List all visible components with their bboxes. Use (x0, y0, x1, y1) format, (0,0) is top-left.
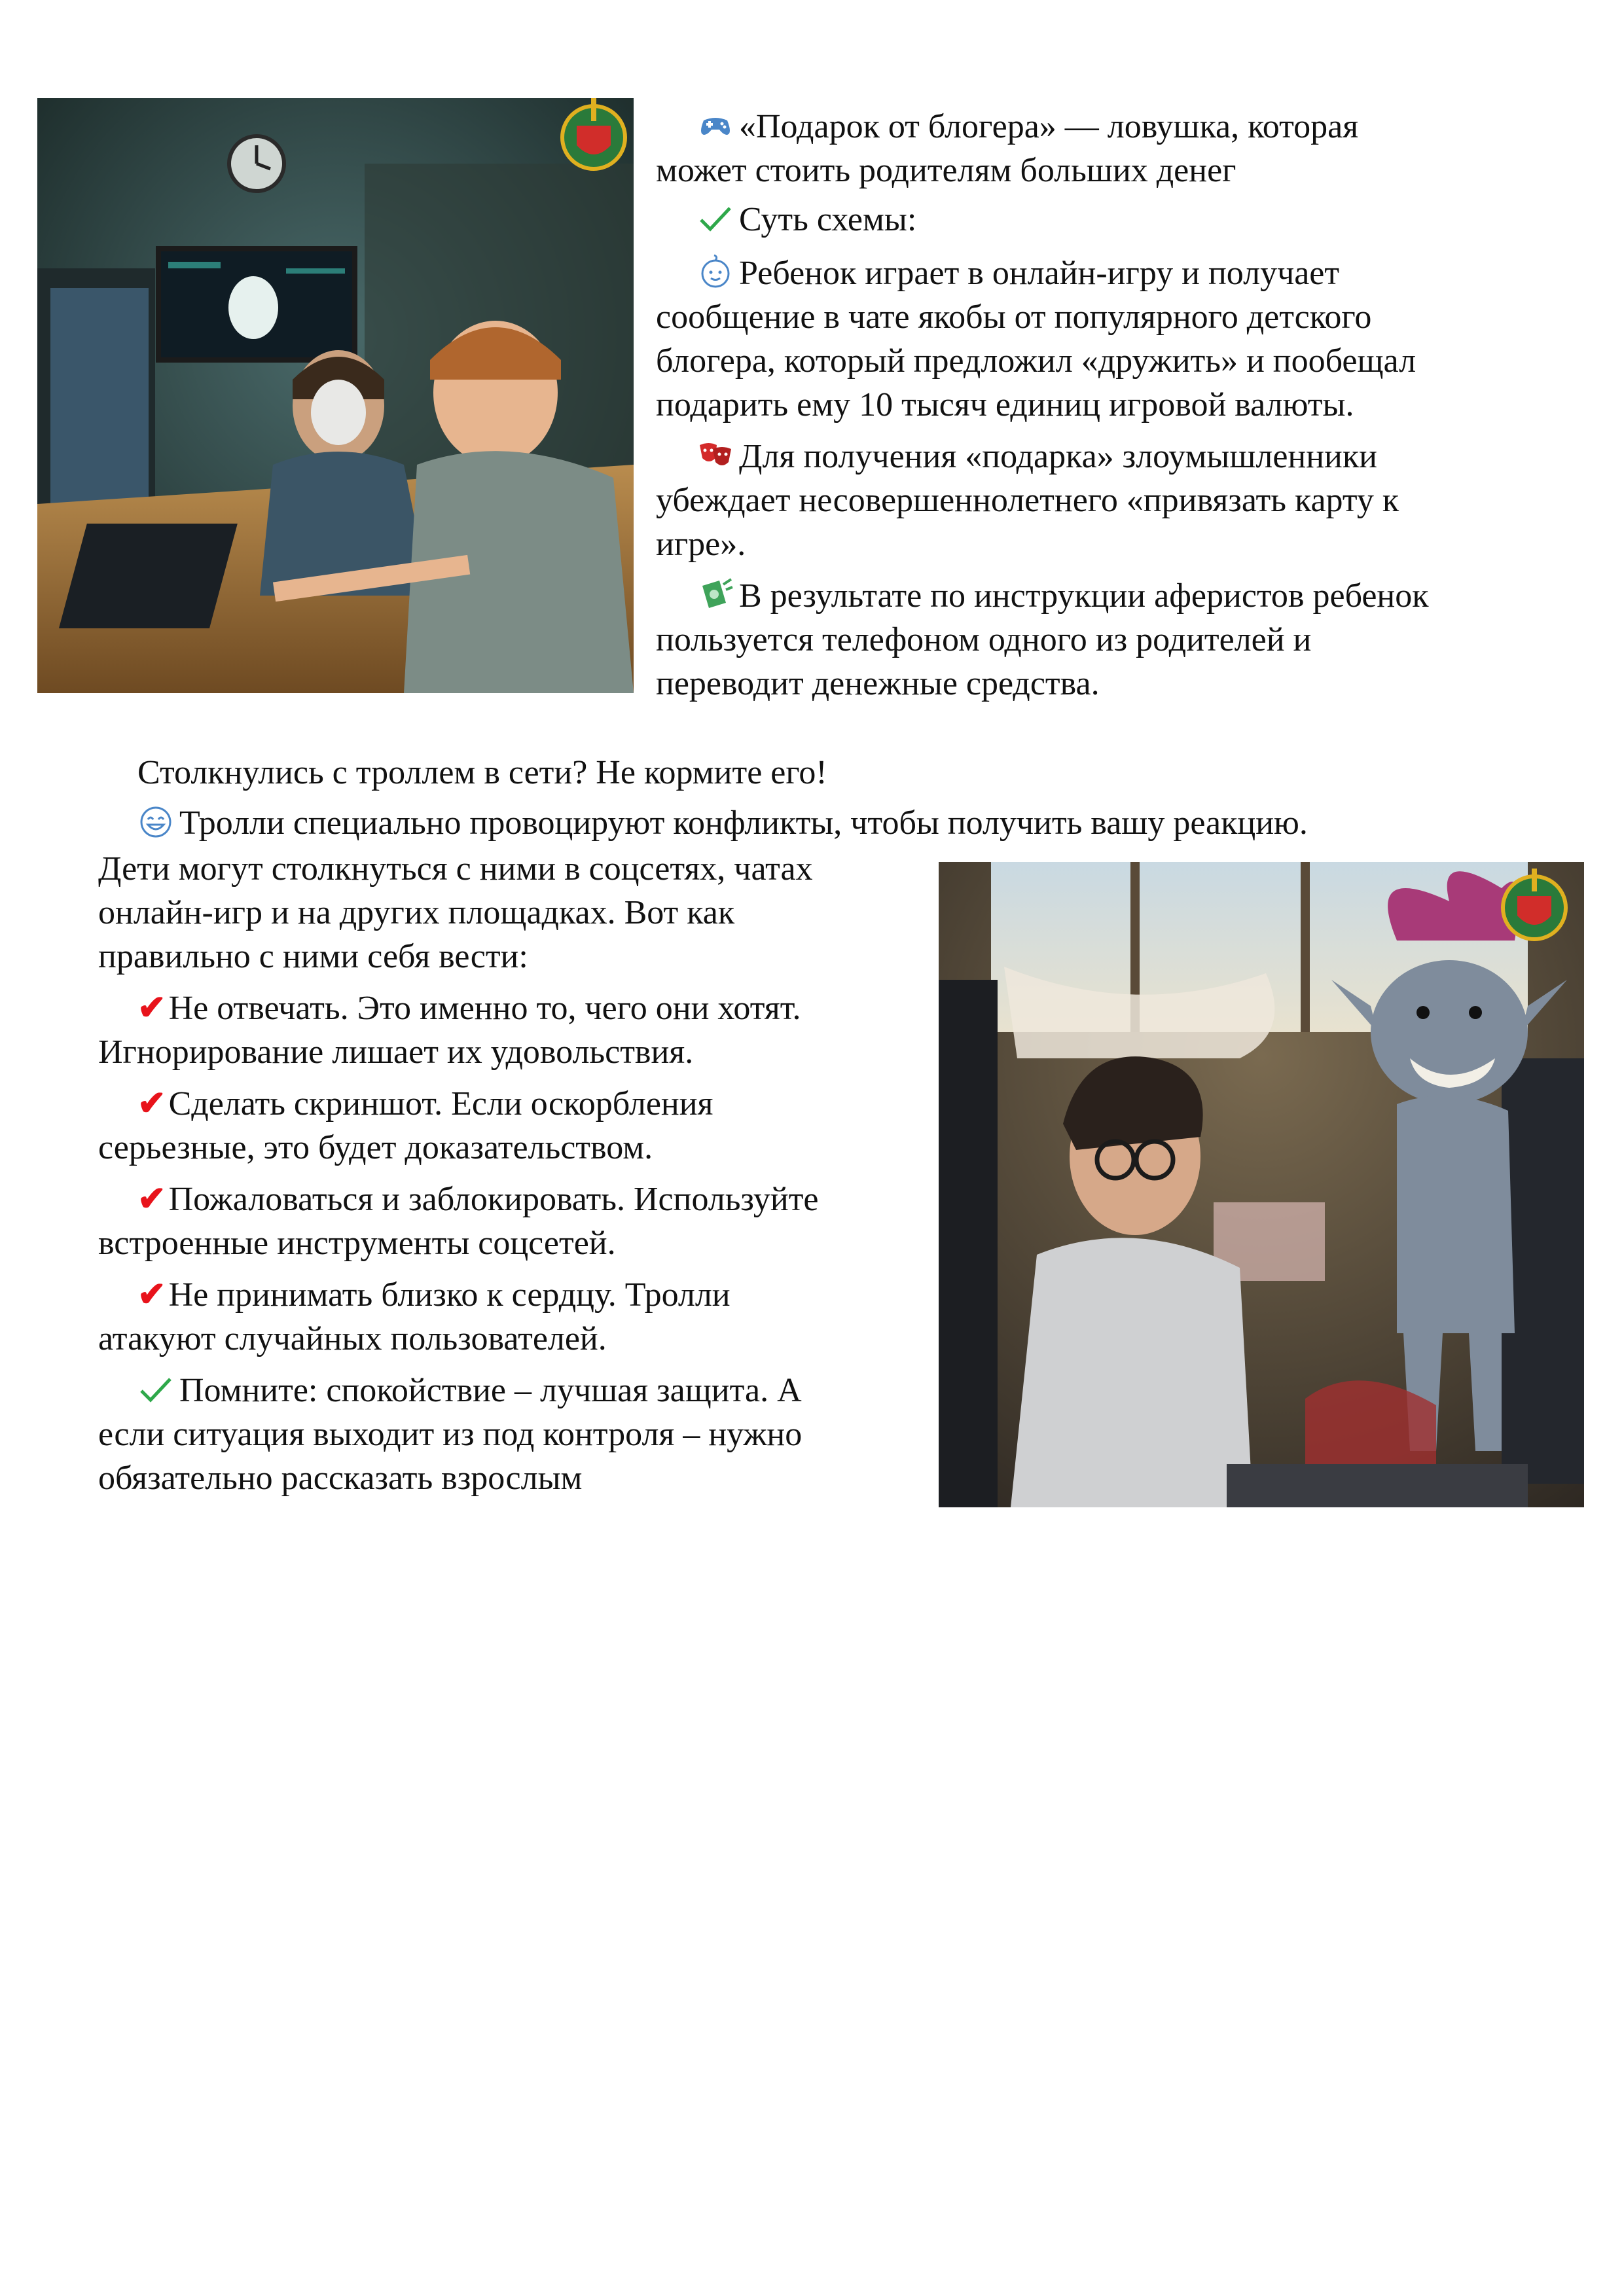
troll-illustration (939, 862, 1584, 1507)
section1-para1-line4: подарить ему 10 тысяч единиц игровой валюты. (656, 386, 1354, 423)
section1-heading-line2: может стоить родителям больших денег (656, 152, 1236, 189)
closing-line2: если ситуация выходит из под контроля – нужно (98, 1416, 803, 1453)
tip-4-line2: атакуют случайных пользователей. (98, 1320, 607, 1357)
tip-3-line2: встроенные инструменты соцсетей. (98, 1225, 616, 1262)
closing-line1: Помните: спокойствие – лучшая защита. А (137, 1369, 802, 1412)
theater-masks-icon (697, 437, 734, 474)
section1-para2-line3: игре». (656, 526, 746, 563)
red-check-icon: ✔ (137, 990, 166, 1027)
section1-para1-line1: Ребенок играет в онлайн-игру и получает (697, 251, 1339, 295)
red-check-icon: ✔ (137, 1085, 166, 1122)
tip-3-line1: ✔Пожаловаться и заблокировать. Используйте (137, 1181, 819, 1218)
section2-intro-line2: Дети могут столкнуться с ними в соцсетях, чатах (98, 850, 813, 888)
tip-1-line1: ✔Не отвечать. Это именно то, чего они хотят. (137, 990, 801, 1027)
smiling-face-icon (137, 804, 174, 840)
tip-2-line1: ✔Сделать скриншот. Если оскорбления (137, 1085, 713, 1122)
section1-subheading: Суть схемы: (697, 198, 916, 242)
section1-para3-line2: пользуется телефоном одного из родителей и (656, 621, 1312, 658)
section1-para3-line1: В результате по инструкции аферистов ребенок (697, 574, 1429, 618)
tip-4-line1: ✔Не принимать близко к сердцу. Тролли (137, 1276, 731, 1314)
money-flying-icon (697, 577, 734, 613)
section2-intro-line1: Тролли специально провоцируют конфликты, чтобы получить вашу реакцию. (137, 801, 1308, 845)
red-check-icon: ✔ (137, 1276, 166, 1314)
section2-title: Столкнулись с троллем в сети? Не кормите его! (137, 754, 827, 791)
closing-line3: обязательно рассказать взрослым (98, 1460, 583, 1497)
baby-face-icon (697, 254, 734, 291)
section2-intro-line4: правильно с ними себя вести: (98, 938, 528, 975)
section1-para1-line2: сообщение в чате якобы от популярного детского (656, 298, 1372, 336)
section1-para3-line3: переводит денежные средства. (656, 665, 1100, 702)
troll-illustration-art (939, 862, 1584, 1507)
tip-1-line2: Игнорирование лишает их удовольствия. (98, 1033, 694, 1071)
green-check-icon (697, 200, 734, 237)
gamepad-icon (697, 107, 734, 144)
section1-para1-line3: блогера, который предложил «дружить» и пообещал (656, 342, 1416, 380)
section1-para2-line1: Для получения «подарка» злоумышленники (697, 435, 1377, 478)
section1-para2-line2: убеждает несовершеннолетнего «привязать карту к (656, 482, 1399, 519)
tip-2-line2: серьезные, это будет доказательством. (98, 1129, 653, 1166)
section1-heading: «Подарок от блогера» — ловушка, которая (697, 105, 1358, 149)
hackers-illustration (37, 98, 634, 693)
hackers-illustration-art (37, 98, 634, 693)
section2-intro-line3: онлайн-игр и на других площадках. Вот как (98, 894, 735, 931)
red-check-icon: ✔ (137, 1181, 166, 1218)
green-check-icon (137, 1371, 174, 1408)
